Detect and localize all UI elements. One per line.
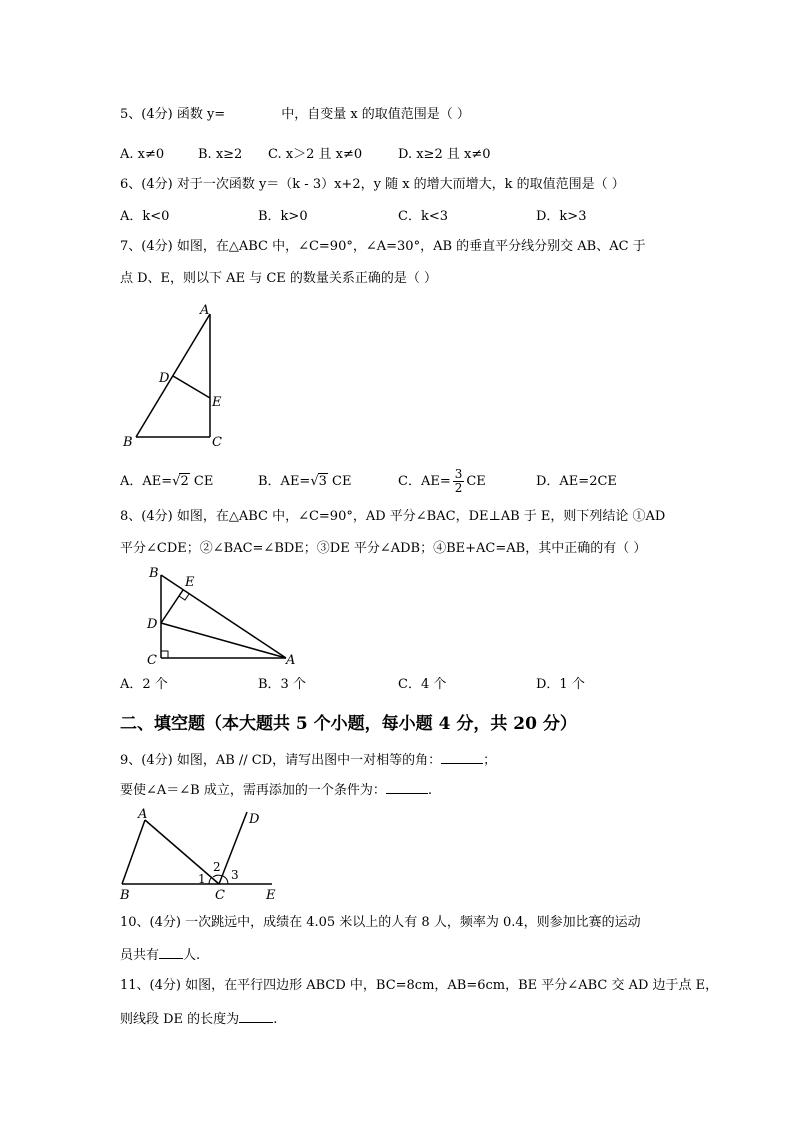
q5-stem-post: 中，自变量 x 的取值范围是（ ）	[281, 107, 470, 122]
q6-option-a: A．k<0	[120, 209, 170, 224]
q8-stem-line2: 平分∠CDE；②∠BAC=∠BDE；③DE 平分∠ADB；④BE+AC=AB，其中正确的有（ ）	[120, 541, 647, 556]
q11-answer-blank[interactable]	[239, 1009, 273, 1023]
q9-segment-ac	[145, 820, 219, 884]
q8-label-b: B	[149, 566, 159, 581]
q8-right-angle-c	[161, 651, 168, 658]
q9-angle-1: 1	[198, 872, 206, 886]
q5-option-c: C. x＞2 且 x≠0	[268, 147, 363, 162]
q8-side-ab	[161, 575, 286, 658]
q7-triangle-figure	[115, 300, 235, 450]
section-heading: 二、填空题（本大题共 5 个小题，每小题 4 分，共 20 分）	[120, 714, 577, 734]
q9-label-e: E	[266, 888, 276, 903]
q7-stem-line1: 7、(4分) 如图，在△ABC 中，∠C=90°，∠A=30°，AB 的垂直平分线分别交 AB、AC 于	[120, 239, 646, 254]
q7-option-a-post: CE	[193, 474, 214, 489]
q8-option-c: C．4 个	[398, 677, 447, 692]
q9-answer-blank-1[interactable]	[441, 750, 483, 764]
q8-segment-de	[161, 590, 183, 623]
q8-option-b: B．3 个	[258, 677, 306, 692]
q8-option-d: D．1 个	[536, 677, 585, 692]
q7-option-b-pre: B．AE=	[258, 474, 311, 489]
q11-line2-pre: 则线段 DE 的长度为	[120, 1012, 240, 1027]
q7-stem-line2: 点 D、E，则以下 AE 与 CE 的数量关系正确的是（ ）	[120, 271, 438, 286]
q7-option-b	[258, 473, 351, 491]
q10-line2-pre: 员共有	[120, 948, 160, 963]
q11-line2-post: .	[273, 1012, 278, 1027]
q8-stem-line1: 8、(4分) 如图，在△ABC 中，∠C=90°，AD 平分∠BAC，DE⊥AB 于 E，则下列结论 ①AD	[120, 509, 666, 524]
q10-line2	[120, 945, 200, 965]
q7-segment-de	[173, 376, 210, 398]
q9-line2-text: 要使∠A＝∠B 成立，需再添加的一个条件为：	[120, 783, 386, 798]
q8-label-a: A	[286, 653, 296, 668]
q9-label-c: C	[215, 888, 225, 903]
q7-option-a-radicand: 2	[180, 474, 189, 489]
q7-side-ab	[136, 314, 210, 437]
q7-label-d: D	[159, 371, 170, 386]
q9-label-b: B	[120, 888, 130, 903]
q6-option-c: C．k<3	[398, 209, 448, 224]
q5-option-b: B. x≥2	[198, 147, 243, 162]
q8-triangle-figure	[140, 562, 310, 672]
q11-line2	[120, 1009, 277, 1029]
q7-option-c	[398, 464, 486, 500]
q9-angle-arc-2	[213, 875, 222, 877]
q9-label-a: A	[138, 807, 148, 822]
q8-label-c: C	[147, 653, 157, 668]
q7-label-a: A	[200, 303, 210, 318]
q7-fraction-numerator: 3	[454, 467, 463, 481]
q7-option-d: D．AE=2CE	[536, 474, 617, 489]
q7-label-b: B	[123, 435, 133, 450]
q5-option-d: D. x≥2 且 x≠0	[398, 147, 491, 162]
q9-angle-3: 3	[231, 868, 239, 882]
q8-label-e: E	[185, 575, 195, 590]
radical-icon: √	[310, 474, 319, 489]
q10-line1: 10、(4分) 一次跳远中，成绩在 4.05 米以上的人有 8 人，频率为 0.4，则参加比赛的运动	[120, 915, 641, 930]
q6-stem: 6、(4分) 对于一次函数 y＝（k - 3）x+2，y 随 x 的增大而增大，k 的取值范围是（ ）	[120, 177, 625, 192]
q10-answer-blank[interactable]	[159, 945, 183, 959]
q7-option-c-fraction	[453, 468, 465, 495]
q10-line2-post: 人.	[183, 948, 201, 963]
q7-label-c: C	[212, 435, 222, 450]
q5-stem-pre: 5、(4分) 函数 y=	[120, 107, 226, 122]
q9-angle-2: 2	[213, 860, 221, 874]
q9-line1-text: 9、(4分) 如图，AB // CD，请写出图中一对相等的角：	[120, 753, 442, 768]
radical-icon: √	[172, 474, 181, 489]
q8-option-a: A．2 个	[120, 677, 168, 692]
q8-label-d: D	[147, 617, 158, 632]
q9-angle-arc-1	[209, 877, 212, 884]
q7-option-b-post: CE	[332, 474, 352, 489]
q9-label-d: D	[249, 812, 260, 827]
q5-stem	[120, 106, 470, 124]
q7-option-a	[120, 473, 213, 491]
q7-option-b-radicand: 3	[318, 474, 327, 489]
q5-option-a: A. x≠0	[120, 147, 165, 162]
q7-option-c-post: CE	[466, 474, 486, 489]
q7-option-c-pre: C．AE=	[398, 474, 451, 489]
q9-line1-end: ；	[483, 753, 497, 768]
q9-angle-arc-3	[223, 876, 228, 884]
q7-label-e: E	[212, 395, 222, 410]
q9-line2-end: .	[427, 783, 432, 798]
q6-option-d: D．k>3	[536, 209, 587, 224]
q11-line1: 11、(4分) 如图，在平行四边形 ABCD 中，BC=8cm，AB=6cm，BE 平分∠ABC 交 AD 边于点 E，	[120, 978, 719, 993]
q6-option-b: B．k>0	[258, 209, 308, 224]
q9-line2	[120, 780, 432, 800]
q9-line1	[120, 750, 496, 770]
q7-option-a-pre: A．AE=	[120, 474, 173, 489]
q9-answer-blank-2[interactable]	[386, 780, 428, 794]
q9-parallel-figure	[112, 804, 292, 904]
q9-segment-ba	[122, 820, 145, 884]
q8-segment-ad	[161, 623, 286, 658]
q7-fraction-denominator: 2	[454, 481, 463, 495]
